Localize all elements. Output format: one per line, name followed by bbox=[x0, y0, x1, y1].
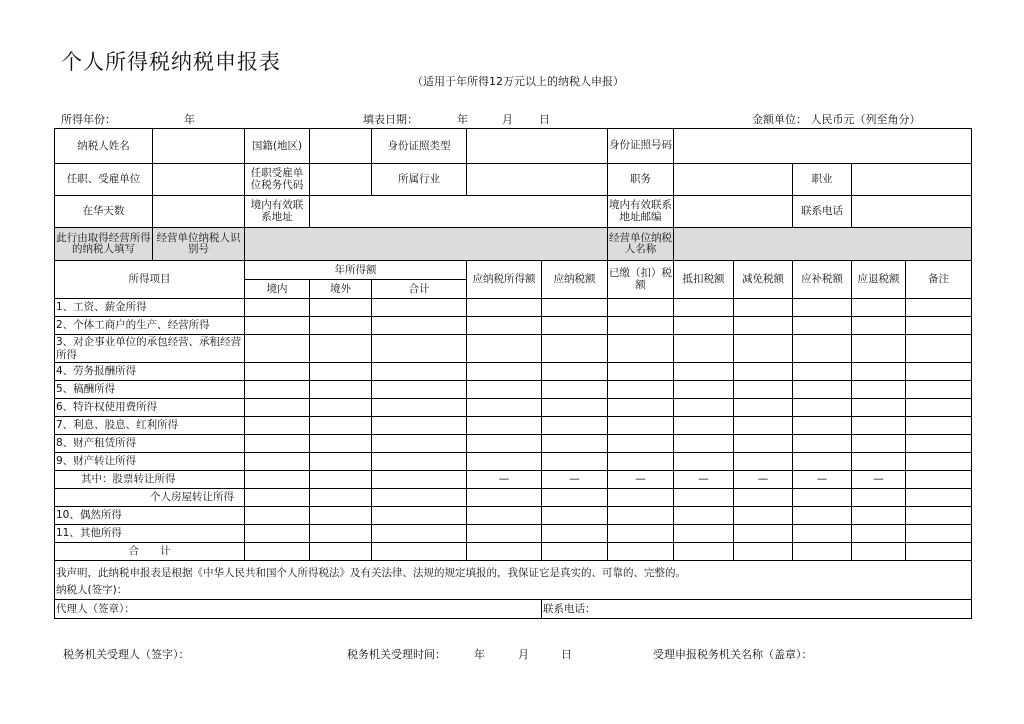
income-item-label: 9、财产转让所得 bbox=[55, 453, 245, 471]
income-cell[interactable] bbox=[372, 417, 467, 435]
income-cell[interactable] bbox=[467, 317, 542, 335]
income-cell[interactable] bbox=[906, 435, 972, 453]
income-cell[interactable] bbox=[674, 317, 734, 335]
income-cell[interactable] bbox=[906, 363, 972, 381]
income-cell[interactable] bbox=[674, 435, 734, 453]
remark-header: 备注 bbox=[906, 261, 972, 299]
income-cell[interactable] bbox=[310, 489, 372, 507]
income-cell[interactable] bbox=[852, 317, 906, 335]
income-cell[interactable] bbox=[906, 525, 972, 543]
income-cell[interactable] bbox=[674, 525, 734, 543]
income-cell[interactable] bbox=[674, 507, 734, 525]
income-cell[interactable] bbox=[467, 299, 542, 317]
income-item-label: 5、稿酬所得 bbox=[55, 381, 245, 399]
id-number-label: 身份证照号码 bbox=[608, 129, 674, 164]
income-cell[interactable] bbox=[608, 317, 674, 335]
income-item-label: 4、劳务报酬所得 bbox=[55, 363, 245, 381]
income-cell[interactable] bbox=[793, 363, 852, 381]
employer-label: 任职、受雇单位 bbox=[55, 164, 153, 196]
income-item-label: 10、偶然所得 bbox=[55, 507, 245, 525]
taxpayer-sign-label: 纳税人(签字)： bbox=[56, 583, 128, 596]
receive-year: 年 bbox=[474, 648, 485, 661]
occupation-label: 职业 bbox=[793, 164, 852, 196]
annual-income-header: 年所得额 bbox=[245, 261, 467, 280]
tax-office-receiver-label: 税务机关受理人（签字）： bbox=[63, 648, 190, 661]
business-tax-id-field[interactable] bbox=[245, 228, 608, 261]
income-cell[interactable] bbox=[372, 543, 467, 561]
income-cell[interactable] bbox=[793, 453, 852, 471]
table-row bbox=[55, 299, 972, 317]
days-in-china-label: 在华天数 bbox=[55, 196, 153, 228]
table-row bbox=[55, 399, 972, 417]
income-cell[interactable] bbox=[608, 363, 674, 381]
income-cell[interactable] bbox=[372, 435, 467, 453]
income-cell[interactable] bbox=[852, 299, 906, 317]
employer-tax-code-label: 任职受雇单位税务代码 bbox=[245, 164, 310, 196]
employer-field[interactable] bbox=[153, 164, 245, 196]
income-cell[interactable] bbox=[674, 299, 734, 317]
income-cell[interactable] bbox=[608, 489, 674, 507]
income-cell[interactable] bbox=[245, 525, 310, 543]
domestic-address-field[interactable] bbox=[310, 196, 608, 228]
nationality-field[interactable] bbox=[310, 129, 372, 164]
income-cell[interactable] bbox=[793, 417, 852, 435]
income-cell[interactable] bbox=[852, 381, 906, 399]
income-cell[interactable] bbox=[245, 543, 310, 561]
taxpayer-name-field[interactable] bbox=[153, 129, 245, 164]
income-cell[interactable] bbox=[852, 453, 906, 471]
income-cell[interactable] bbox=[674, 335, 734, 363]
income-cell[interactable] bbox=[734, 381, 793, 399]
business-name-label: 经营单位纳税人名称 bbox=[608, 228, 674, 261]
income-cell[interactable] bbox=[906, 543, 972, 561]
not-applicable-dash: — bbox=[674, 471, 734, 489]
fill-date-month: 月 bbox=[502, 113, 513, 126]
income-cell[interactable] bbox=[734, 335, 793, 363]
phone-label: 联系电话 bbox=[793, 196, 852, 228]
not-applicable-dash: — bbox=[467, 471, 542, 489]
income-cell[interactable] bbox=[608, 543, 674, 561]
year-label: 所得年份： bbox=[61, 113, 116, 126]
year-unit: 年 bbox=[184, 113, 195, 126]
domestic-address-label: 境内有效联系地址 bbox=[245, 196, 310, 228]
taxable-income-header: 应纳税所得额 bbox=[467, 261, 542, 299]
employer-tax-code-field[interactable] bbox=[310, 164, 372, 196]
position-field[interactable] bbox=[674, 164, 793, 196]
income-cell[interactable] bbox=[310, 317, 372, 335]
income-cell[interactable] bbox=[245, 399, 310, 417]
tax-credit-header: 抵扣税额 bbox=[674, 261, 734, 299]
phone-field[interactable] bbox=[852, 196, 972, 228]
id-number-grid[interactable] bbox=[674, 129, 972, 164]
income-cell[interactable] bbox=[467, 399, 542, 417]
income-cell[interactable] bbox=[852, 335, 906, 363]
income-cell[interactable] bbox=[734, 489, 793, 507]
industry-label: 所属行业 bbox=[372, 164, 467, 196]
income-cell[interactable] bbox=[467, 363, 542, 381]
income-cell[interactable] bbox=[310, 417, 372, 435]
income-cell[interactable] bbox=[608, 507, 674, 525]
income-cell[interactable] bbox=[245, 363, 310, 381]
income-cell[interactable] bbox=[674, 417, 734, 435]
fill-date-day: 日 bbox=[539, 113, 550, 126]
income-cell[interactable] bbox=[310, 363, 372, 381]
not-applicable-dash: — bbox=[793, 471, 852, 489]
income-cell[interactable] bbox=[674, 381, 734, 399]
income-cell[interactable] bbox=[793, 317, 852, 335]
income-cell[interactable] bbox=[245, 381, 310, 399]
declaration bbox=[55, 561, 972, 600]
income-cell[interactable] bbox=[734, 453, 793, 471]
income-cell[interactable] bbox=[734, 435, 793, 453]
income-cell[interactable] bbox=[852, 399, 906, 417]
income-cell[interactable] bbox=[245, 435, 310, 453]
income-cell[interactable] bbox=[542, 435, 608, 453]
business-tax-id-label: 经营单位纳税人识别号 bbox=[153, 228, 245, 261]
income-cell[interactable] bbox=[674, 543, 734, 561]
income-cell[interactable] bbox=[906, 471, 972, 489]
income-cell[interactable] bbox=[310, 399, 372, 417]
income-cell[interactable] bbox=[734, 417, 793, 435]
form-subtitle: （适用于年所得12万元以上的纳税人申报） bbox=[412, 75, 624, 88]
income-cell[interactable] bbox=[467, 543, 542, 561]
income-cell[interactable] bbox=[372, 507, 467, 525]
table-row bbox=[55, 317, 972, 335]
income-cell[interactable] bbox=[372, 335, 467, 363]
table-row bbox=[55, 335, 972, 363]
nationality-label: 国籍(地区) bbox=[245, 129, 310, 164]
income-cell[interactable] bbox=[793, 399, 852, 417]
income-cell[interactable] bbox=[542, 335, 608, 363]
income-cell[interactable] bbox=[245, 489, 310, 507]
income-cell[interactable] bbox=[906, 453, 972, 471]
income-cell[interactable] bbox=[852, 363, 906, 381]
income-cell[interactable] bbox=[310, 471, 372, 489]
income-cell[interactable] bbox=[734, 299, 793, 317]
income-cell[interactable] bbox=[793, 435, 852, 453]
income-cell[interactable] bbox=[245, 417, 310, 435]
income-cell[interactable] bbox=[310, 435, 372, 453]
table-row bbox=[55, 489, 972, 507]
income-cell[interactable] bbox=[793, 299, 852, 317]
receive-day: 日 bbox=[561, 648, 572, 661]
tax-refund-header: 应退税额 bbox=[852, 261, 906, 299]
income-cell[interactable] bbox=[906, 489, 972, 507]
income-cell[interactable] bbox=[852, 489, 906, 507]
income-cell[interactable] bbox=[467, 335, 542, 363]
income-cell[interactable] bbox=[734, 525, 793, 543]
income-cell[interactable] bbox=[906, 507, 972, 525]
income-cell[interactable] bbox=[852, 417, 906, 435]
industry-field[interactable] bbox=[467, 164, 608, 196]
income-cell[interactable] bbox=[793, 543, 852, 561]
not-applicable-dash: — bbox=[852, 471, 906, 489]
income-cell[interactable] bbox=[372, 299, 467, 317]
income-cell[interactable] bbox=[542, 507, 608, 525]
income-cell[interactable] bbox=[372, 381, 467, 399]
table-row bbox=[55, 417, 972, 435]
income-cell[interactable] bbox=[542, 317, 608, 335]
income-cell[interactable] bbox=[906, 317, 972, 335]
income-cell[interactable] bbox=[608, 525, 674, 543]
table-row bbox=[55, 543, 972, 561]
income-item-label: 个人房屋转让所得 bbox=[55, 489, 245, 507]
income-cell[interactable] bbox=[734, 363, 793, 381]
income-cell[interactable] bbox=[734, 399, 793, 417]
income-cell[interactable] bbox=[734, 543, 793, 561]
income-cell[interactable] bbox=[608, 299, 674, 317]
table-row bbox=[55, 363, 972, 381]
income-cell[interactable] bbox=[310, 525, 372, 543]
agent-sign-label: 代理人（签章）： bbox=[55, 599, 542, 618]
income-cell[interactable] bbox=[372, 399, 467, 417]
income-cell[interactable] bbox=[906, 399, 972, 417]
income-cell[interactable] bbox=[542, 399, 608, 417]
declaration-text: 我声明，此纳税申报表是根据《中华人民共和国个人所得税法》及有关法律、法规的规定填报的，我保证它是真实的、可靠的、完整的。 bbox=[56, 567, 686, 579]
income-cell[interactable] bbox=[793, 525, 852, 543]
income-item-label: 8、财产租赁所得 bbox=[55, 435, 245, 453]
income-cell[interactable] bbox=[245, 453, 310, 471]
income-cell[interactable] bbox=[608, 381, 674, 399]
currency-unit: 金额单位： 人民币元（列至角分） bbox=[752, 113, 921, 126]
table-row bbox=[55, 525, 972, 543]
income-cell[interactable] bbox=[467, 417, 542, 435]
income-cell[interactable] bbox=[674, 489, 734, 507]
income-cell[interactable] bbox=[906, 417, 972, 435]
receive-month: 月 bbox=[518, 648, 529, 661]
income-cell[interactable] bbox=[467, 525, 542, 543]
income-cell[interactable] bbox=[372, 525, 467, 543]
tax-supplement-header: 应补税额 bbox=[793, 261, 852, 299]
tax-payable-header: 应纳税额 bbox=[542, 261, 608, 299]
income-cell[interactable] bbox=[793, 335, 852, 363]
occupation-field[interactable] bbox=[852, 164, 972, 196]
income-cell[interactable] bbox=[542, 543, 608, 561]
income-item-label: 7、利息、股息、红利所得 bbox=[55, 417, 245, 435]
income-cell[interactable] bbox=[245, 471, 310, 489]
income-cell[interactable] bbox=[372, 363, 467, 381]
tax-return-table bbox=[54, 128, 972, 619]
income-cell[interactable] bbox=[310, 453, 372, 471]
not-applicable-dash: — bbox=[608, 471, 674, 489]
income-cell[interactable] bbox=[542, 381, 608, 399]
income-cell[interactable] bbox=[734, 317, 793, 335]
income-item-label: 11、其他所得 bbox=[55, 525, 245, 543]
domestic-postcode-field[interactable] bbox=[674, 196, 793, 228]
income-cell[interactable] bbox=[467, 507, 542, 525]
fill-date-year: 年 bbox=[457, 113, 468, 126]
form-title: 个人所得税纳税申报表 bbox=[61, 50, 281, 74]
income-cell[interactable] bbox=[674, 363, 734, 381]
agent-phone-label: 联系电话： bbox=[542, 599, 972, 618]
tax-office-time-label: 税务机关受理时间： bbox=[347, 648, 446, 661]
income-item-label: 其中：股票转让所得 bbox=[55, 471, 245, 489]
income-item-header: 所得项目 bbox=[55, 261, 245, 299]
income-cell[interactable] bbox=[372, 317, 467, 335]
id-type-label: 身份证照类型 bbox=[372, 129, 467, 164]
fill-date-label: 填表日期： bbox=[363, 113, 418, 126]
income-cell[interactable] bbox=[852, 507, 906, 525]
days-in-china-field[interactable] bbox=[153, 196, 245, 228]
tax-paid-header: 已缴（扣）税额 bbox=[608, 261, 674, 299]
income-cell[interactable] bbox=[542, 525, 608, 543]
income-cell[interactable] bbox=[906, 335, 972, 363]
income-cell[interactable] bbox=[793, 507, 852, 525]
income-cell[interactable] bbox=[467, 435, 542, 453]
income-cell[interactable] bbox=[674, 399, 734, 417]
income-cell[interactable] bbox=[245, 335, 310, 363]
tax-authority-name-label: 受理申报税务机关名称（盖章）： bbox=[653, 648, 813, 661]
income-cell[interactable] bbox=[467, 381, 542, 399]
table-row bbox=[55, 471, 972, 489]
table-row bbox=[55, 453, 972, 471]
table-row bbox=[55, 381, 972, 399]
id-type-field[interactable] bbox=[467, 129, 608, 164]
business-note: 此行由取得经营所得的纳税人填写 bbox=[55, 228, 153, 261]
income-item-label: 1、工资、薪金所得 bbox=[55, 299, 245, 317]
income-cell[interactable] bbox=[245, 317, 310, 335]
income-item-label: 3、对企事业单位的承包经营、承租经营所得 bbox=[55, 335, 245, 363]
income-cell[interactable] bbox=[245, 299, 310, 317]
income-cell[interactable] bbox=[852, 525, 906, 543]
income-cell[interactable] bbox=[310, 507, 372, 525]
income-cell[interactable] bbox=[542, 363, 608, 381]
income-cell[interactable] bbox=[310, 299, 372, 317]
income-cell[interactable] bbox=[542, 417, 608, 435]
income-cell[interactable] bbox=[906, 299, 972, 317]
income-cell[interactable] bbox=[793, 381, 852, 399]
taxpayer-name-label: 纳税人姓名 bbox=[55, 129, 153, 164]
income-cell[interactable] bbox=[372, 489, 467, 507]
income-cell[interactable] bbox=[467, 489, 542, 507]
income-cell[interactable] bbox=[245, 507, 310, 525]
income-cell[interactable] bbox=[608, 399, 674, 417]
income-cell[interactable] bbox=[542, 453, 608, 471]
income-item-label: 合 计 bbox=[55, 543, 245, 561]
not-applicable-dash: — bbox=[734, 471, 793, 489]
income-cell[interactable] bbox=[852, 543, 906, 561]
income-cell[interactable] bbox=[608, 417, 674, 435]
table-row bbox=[55, 507, 972, 525]
income-cell[interactable] bbox=[542, 299, 608, 317]
table-row bbox=[55, 435, 972, 453]
business-name-field[interactable] bbox=[674, 228, 972, 261]
income-cell[interactable] bbox=[467, 453, 542, 471]
income-cell[interactable] bbox=[734, 507, 793, 525]
income-cell[interactable] bbox=[674, 453, 734, 471]
income-cell[interactable] bbox=[310, 335, 372, 363]
income-cell[interactable] bbox=[608, 453, 674, 471]
annual-total-header: 合计 bbox=[372, 280, 467, 299]
income-cell[interactable] bbox=[310, 543, 372, 561]
income-cell[interactable] bbox=[906, 381, 972, 399]
income-cell[interactable] bbox=[608, 435, 674, 453]
income-cell[interactable] bbox=[372, 453, 467, 471]
not-applicable-dash: — bbox=[542, 471, 608, 489]
income-item-label: 6、特许权使用费所得 bbox=[55, 399, 245, 417]
income-cell[interactable] bbox=[793, 489, 852, 507]
income-cell[interactable] bbox=[372, 471, 467, 489]
tax-reduce-header: 减免税额 bbox=[734, 261, 793, 299]
income-cell[interactable] bbox=[852, 435, 906, 453]
income-cell[interactable] bbox=[310, 381, 372, 399]
income-cell[interactable] bbox=[608, 335, 674, 363]
position-label: 职务 bbox=[608, 164, 674, 196]
income-cell[interactable] bbox=[542, 489, 608, 507]
income-item-label: 2、个体工商户的生产、经营所得 bbox=[55, 317, 245, 335]
overseas-header: 境外 bbox=[310, 280, 372, 299]
domestic-header: 境内 bbox=[245, 280, 310, 299]
domestic-postcode-label: 境内有效联系地址邮编 bbox=[608, 196, 674, 228]
